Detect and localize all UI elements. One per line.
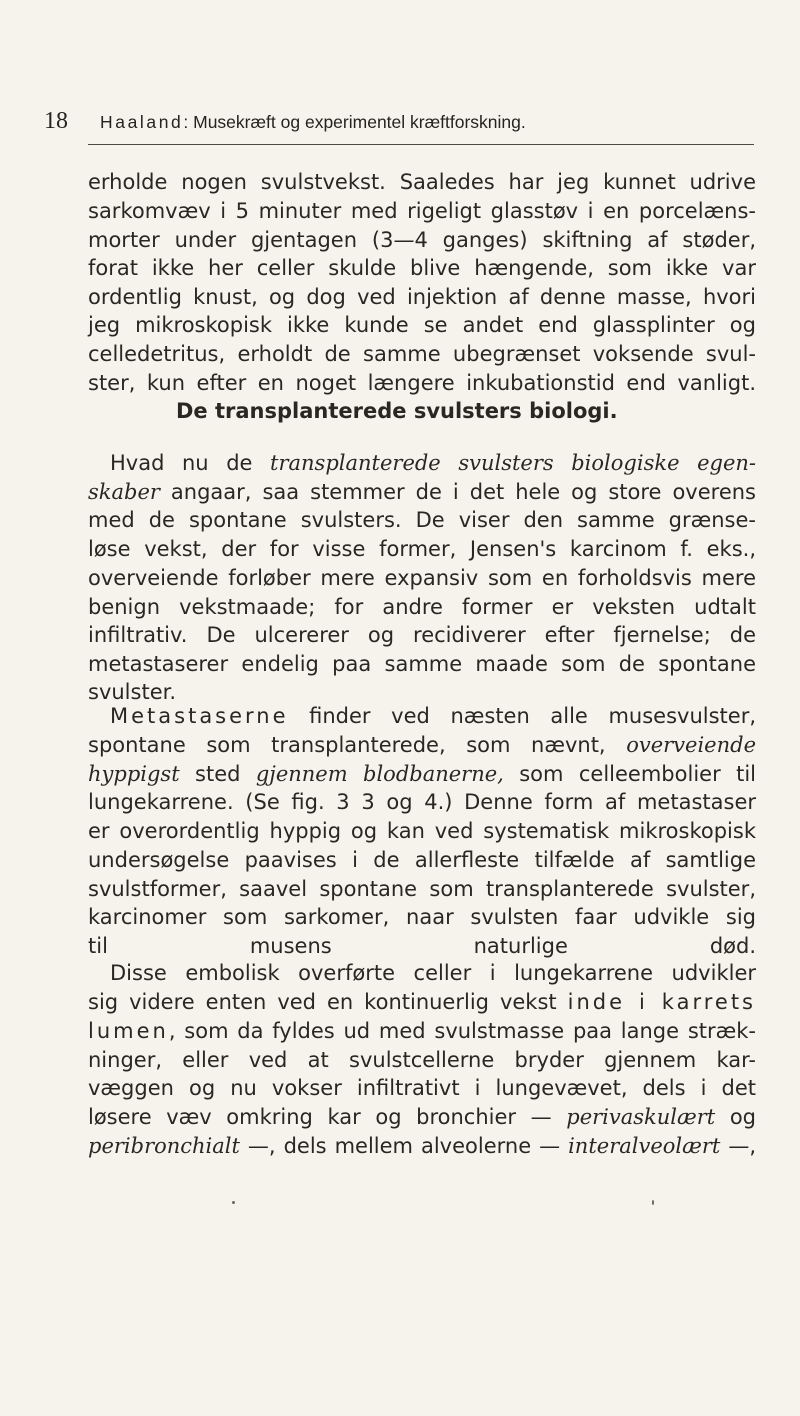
text-line: jeg mikroskopisk ikke kunde se andet end glassplinter og: [88, 313, 756, 337]
text-line: [88, 480, 756, 504]
italic-text: transplanterede svulsters biologiske egen-: [270, 451, 756, 475]
italic-text: peribronchialt: [88, 1134, 240, 1158]
text-line: overveiende forløber mere expansiv som en forholdsvis mere: [88, 566, 756, 590]
text-line: svulster.: [88, 680, 176, 704]
text-line: Disse embolisk overførte celler i lungekarrene udvikler: [110, 961, 756, 985]
text-span: og: [715, 1105, 756, 1129]
text-line: [88, 1105, 756, 1129]
text-line: [88, 1134, 756, 1158]
text-line: [110, 704, 756, 728]
text-line: [88, 762, 756, 786]
section-heading: De transplanterede svulsters biologi.: [176, 399, 618, 423]
italic-text: gjennem blodbanerne,: [255, 762, 504, 786]
text-line: ster, kun efter en noget længere inkubationstid end vanligt.: [88, 371, 756, 395]
text-span: angaar, saa stemmer de i det hele og store overens: [159, 480, 756, 504]
text-line: [88, 733, 756, 757]
running-author: Haaland: [100, 112, 184, 132]
text-line: undersøgelse paavises i de allerfleste tilfælde af samtlige: [88, 848, 756, 872]
spaced-text: Metastaserne: [110, 704, 289, 728]
text-span: finder ved næsten alle musesvulster,: [288, 704, 756, 728]
page-number: 18: [44, 108, 68, 134]
text-line: erholde nogen svulstvekst. Saaledes har jeg kunnet udrive: [88, 170, 756, 194]
paper-speck: [232, 1201, 235, 1204]
italic-text: perivaskulært: [566, 1105, 716, 1129]
text-line: ninger, eller ved at svulstcellerne bryder gjennem kar-: [88, 1048, 756, 1072]
text-line: [88, 990, 756, 1014]
text-line: lungekarrene. (Se fig. 3 3 og 4.) Denne form af metastaser: [88, 790, 756, 814]
text-span: , som da fyldes ud med svulstmasse paa lange stræk-: [168, 1019, 756, 1043]
text-line: svulstformer, saavel spontane som transplanterede svulster,: [88, 877, 756, 901]
text-line: celledetritus, erholdt de samme ubegrænset voksende svul-: [88, 342, 756, 366]
text-span: Hvad nu de: [110, 451, 271, 475]
running-header: [44, 108, 744, 138]
text-span: som celleembolier til: [503, 762, 756, 786]
running-title: [100, 112, 526, 133]
italic-text: overveiende: [626, 733, 756, 757]
spaced-text: lumen: [88, 1019, 169, 1043]
spaced-text: inde i karrets: [567, 990, 756, 1014]
text-span: —, dels mellem alveolerne —: [239, 1134, 569, 1158]
text-span: spontane som transplanterede, som nævnt,: [88, 733, 627, 757]
header-rule: [88, 144, 754, 145]
text-line: med de spontane svulsters. De viser den samme grænse-: [88, 508, 756, 532]
text-line: forat ikke her celler skulde blive hængende, som ikke var: [88, 256, 756, 280]
text-line: ordentlig knust, og dog ved injektion af denne masse, hvori: [88, 285, 756, 309]
text-line: løse vekst, der for visse former, Jensen's karcinom f. eks.,: [88, 537, 756, 561]
text-span: sted: [179, 762, 256, 786]
text-line: er overordentlig hyppig og kan ved systematisk mikroskopisk: [88, 819, 756, 843]
running-title-text: Musekræft og experimentel kræftforskning.: [193, 112, 526, 132]
text-line: væggen og nu vokser infiltrativt i lungevævet, dels i det: [88, 1076, 756, 1100]
text-line: karcinomer som sarkomer, naar svulsten faar udvikle sig: [88, 905, 756, 929]
text-span: løsere væv omkring kar og bronchier —: [88, 1105, 567, 1129]
text-line: metastaserer endelig paa samme maade som de spontane: [88, 652, 756, 676]
text-span: —,: [720, 1134, 756, 1158]
text-span: sig videre enten ved en kontinuerlig vekst: [88, 990, 568, 1014]
text-line: morter under gjentagen (3—4 ganges) skiftning af støder,: [88, 228, 756, 252]
text-line: sarkomvæv i 5 minuter med rigeligt glasstøv i en porcelæns-: [88, 199, 756, 223]
italic-text: skaber: [88, 480, 160, 504]
text-line: infiltrativ. De ulcererer og recidiverer efter fjernelse; de: [88, 623, 756, 647]
text-line: til musens naturlige død.: [88, 934, 756, 958]
text-line: benign vekstmaade; for andre former er veksten udtalt: [88, 595, 756, 619]
text-line: [88, 1019, 756, 1043]
italic-text: interalveolært: [568, 1134, 721, 1158]
paper-speck: [652, 1200, 654, 1205]
running-separator: :: [183, 112, 194, 132]
italic-text: hyppigst: [88, 762, 180, 786]
text-line: [110, 451, 756, 475]
